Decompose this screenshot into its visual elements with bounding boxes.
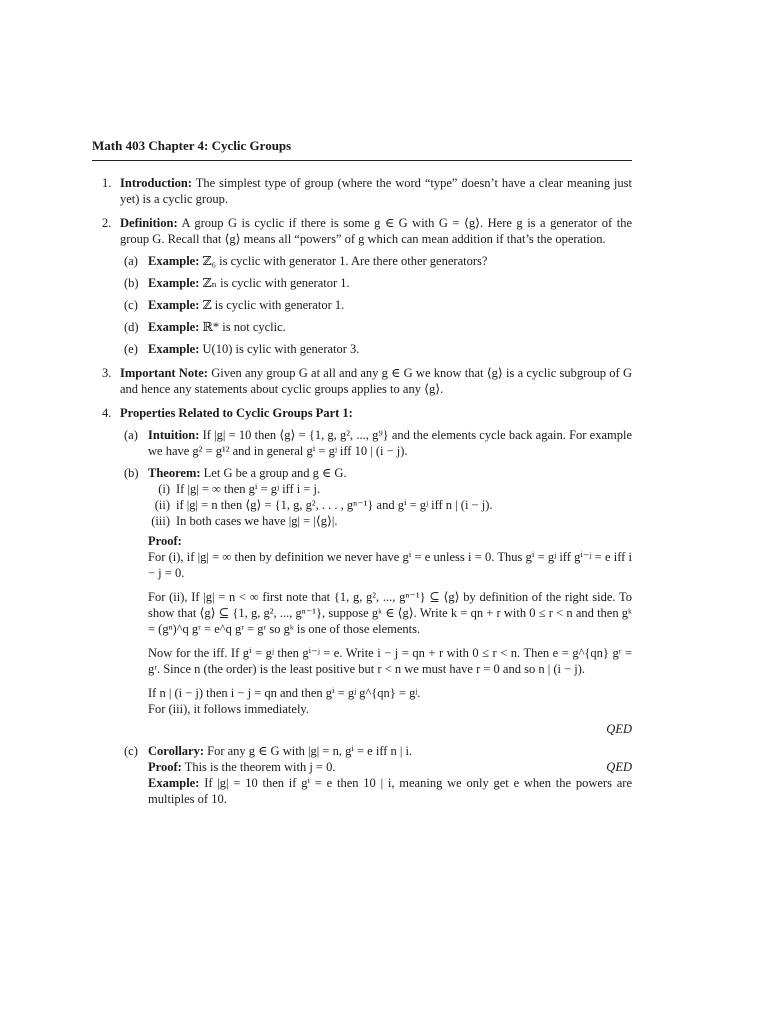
sub-heading: Example:	[148, 276, 200, 290]
sub-heading: Corollary:	[148, 744, 205, 758]
qed-mark: QED	[606, 722, 632, 736]
sub-label: (b)	[124, 466, 139, 480]
sub-heading: Example:	[148, 320, 200, 334]
document-page	[92, 138, 632, 815]
sub-text: ℤ₆ is cyclic with generator 1. Are there other generators?	[202, 254, 488, 268]
sub-heading: Intuition:	[148, 428, 200, 442]
item-heading: Definition:	[120, 216, 178, 230]
sub-heading: Example:	[148, 298, 200, 312]
proof-heading: Proof:	[148, 760, 182, 774]
item-text: A group G is cyclic if there is some g ∈ G with G = ⟨g⟩. Here g is a generator of the group G. Recall that ⟨g⟩ means all “powers” of g which can mean addition if that’s the operation.	[120, 216, 632, 246]
sub-label: (c)	[124, 298, 138, 312]
item-number: 2.	[102, 216, 112, 230]
sub-heading: Example:	[148, 254, 200, 268]
item-heading: Important Note:	[120, 366, 208, 380]
sub-label: (d)	[124, 320, 139, 334]
theorem-part	[148, 481, 632, 497]
example-item	[120, 297, 632, 313]
item-number: 1.	[102, 176, 112, 190]
page-title: Math 403 Chapter 4: Cyclic Groups	[92, 138, 632, 161]
proof-paragraph: If n | (i − j) then i − j = qn and then gⁱ = gʲ g^{qn} = gʲ.	[148, 686, 421, 700]
sub-label: (e)	[124, 342, 138, 356]
item-number: 3.	[102, 366, 112, 380]
corollary-item	[120, 743, 632, 807]
sub-heading: Theorem:	[148, 466, 201, 480]
theorem-part	[148, 497, 632, 513]
example-item	[120, 319, 632, 335]
roman-label: (iii)	[151, 514, 170, 528]
sub-label: (a)	[124, 428, 138, 442]
intuition-item	[120, 427, 632, 459]
sub-heading: Example:	[148, 342, 200, 356]
proof-paragraph: For (i), if |g| = ∞ then by definition we never have gⁱ = e unless i = 0. Thus gⁱ = gʲ iff gⁱ⁻ʲ = e iff i − j = 0.	[148, 550, 632, 580]
proof-label	[148, 533, 632, 549]
proof-paragraph: For (iii), it follows immediately.	[148, 702, 309, 716]
item-definition	[92, 215, 632, 357]
sub-text: ℝ* is not cyclic.	[202, 320, 286, 334]
proof-heading: Proof:	[148, 534, 182, 548]
example-item	[120, 253, 632, 269]
roman-text: if |g| = n then ⟨g⟩ = {1, g, g², . . . , gⁿ⁻¹} and gⁱ = gʲ iff n | (i − j).	[176, 498, 493, 512]
proof-text: This is the theorem with j = 0.	[184, 760, 336, 774]
proof-paragraph: For (ii), If |g| = n < ∞ first note that {1, g, g², ..., gⁿ⁻¹} ⊆ ⟨g⟩ by definition of the right side. To show that ⟨g⟩ ⊆ {1, g, g², ..., gⁿ⁻¹}, suppose gᵏ ∈ ⟨g⟩. Write k = qn + r with 0 ≤ r < n and then gᵏ = (gⁿ)^q gʳ = e^q gʳ = gʳ so gᵏ is one of those elements.	[148, 590, 632, 636]
sub-text: ℤ is cyclic with generator 1.	[202, 298, 345, 312]
corollary-example	[148, 775, 632, 807]
sub-text: If |g| = 10 then ⟨g⟩ = {1, g, g², ..., g⁹} and the elements cycle back again. For example we have g² = g¹² and in general gⁱ = gʲ iff 10 | (i − j).	[148, 428, 632, 458]
sub-text: U(10) is cylic with generator 3.	[202, 342, 360, 356]
example-text: If |g| = 10 then if gⁱ = e then 10 | i, meaning we only get e when the powers are multiples of 10.	[148, 776, 632, 806]
item-important-note	[92, 365, 632, 397]
item-properties	[92, 405, 632, 807]
roman-text: In both cases we have |g| = |⟨g⟩|.	[176, 514, 338, 528]
sub-label: (c)	[124, 744, 138, 758]
sub-label: (b)	[124, 276, 139, 290]
item-text: The simplest type of group (where the word “type” doesn’t have a clear meaning just yet) is a cyclic group.	[120, 176, 632, 206]
theorem-item	[120, 465, 632, 737]
item-text: Given any group G at all and any g ∈ G we know that ⟨g⟩ is a cyclic subgroup of G and hence any statements about cyclic groups applies to any ⟨g⟩.	[120, 366, 632, 396]
proof-paragraph: Now for the iff. If gⁱ = gʲ then gⁱ⁻ʲ = e. Write i − j = qn + r with 0 ≤ r < n. Then e = g^{qn} gʳ = gʳ. Since n (the order) is the least positive but r < n we must have r = 0 and so n | (i − j).	[148, 646, 632, 676]
item-heading: Properties Related to Cyclic Groups Part 1:	[120, 406, 353, 420]
item-number: 4.	[102, 406, 112, 420]
theorem-part	[148, 513, 632, 529]
roman-label: (i)	[158, 482, 170, 496]
qed-mark: QED	[606, 760, 632, 774]
corollary-proof	[148, 759, 632, 775]
item-heading: Introduction:	[120, 176, 193, 190]
sub-text: ℤₙ is cyclic with generator 1.	[202, 276, 350, 290]
sub-text: Let G be a group and g ∈ G.	[203, 466, 347, 480]
example-item	[120, 275, 632, 291]
roman-text: If |g| = ∞ then gⁱ = gʲ iff i = j.	[176, 482, 321, 496]
sub-label: (a)	[124, 254, 138, 268]
roman-label: (ii)	[154, 498, 170, 512]
item-introduction	[92, 175, 632, 207]
example-heading: Example:	[148, 776, 200, 790]
example-item	[120, 341, 632, 357]
sub-text: For any g ∈ G with |g| = n, gⁱ = e iff n | i.	[207, 744, 413, 758]
